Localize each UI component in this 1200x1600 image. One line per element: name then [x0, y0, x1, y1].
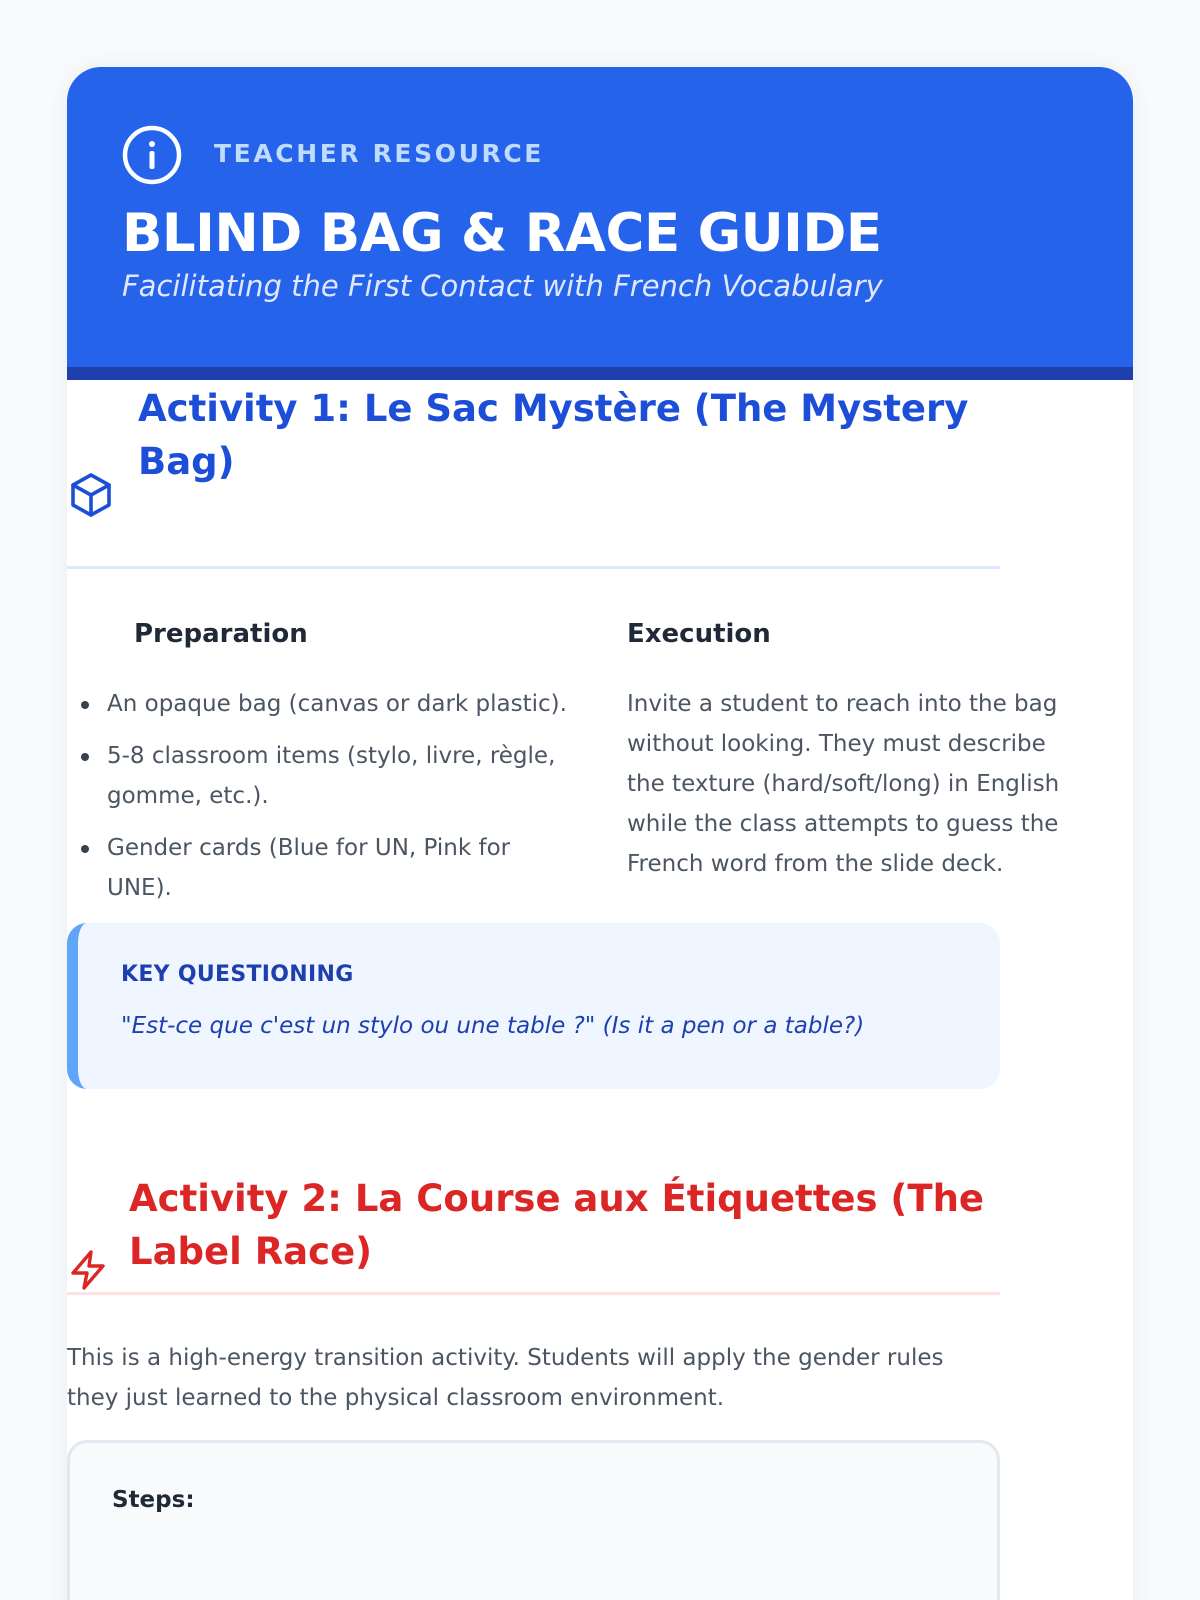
page-subtitle: Facilitating the First Contact with French Vocabulary	[122, 269, 883, 303]
activity2-title: Activity 2: La Course aux Étiquettes (The Label Race)	[129, 1177, 985, 1273]
steps-box	[67, 1440, 1000, 1600]
preparation-item: An opaque bag (canvas or dark plastic).	[107, 684, 567, 724]
callout-text: "Est-ce que c'est un stylo ou une table ?" (Is it a pen or a table?)	[121, 1013, 865, 1039]
lightning-icon	[67, 1249, 109, 1291]
callout-label: KEY QUESTIONING	[121, 962, 354, 987]
execution-text: Invite a student to reach into the bag without looking. They must describe the texture (hard/soft/long) in English while the class attempts to guess the French word from the slide deck.	[627, 691, 1060, 877]
page-title: BLIND BAG & RACE GUIDE	[122, 203, 882, 264]
key-questioning-callout	[67, 923, 1000, 1089]
activity1-title: Activity 1: Le Sac Mystère (The Mystery Bag)	[138, 387, 969, 483]
preparation-heading: Preparation	[134, 619, 308, 649]
preparation-item: Gender cards (Blue for UN, Pink for UNE).	[107, 828, 567, 908]
guide-header	[67, 67, 1133, 380]
cube-icon	[67, 471, 115, 519]
activity2-description: This is a high-energy transition activity. Students will apply the gender rules they just learned to the physical classroom environment.	[67, 1345, 944, 1411]
preparation-item: 5-8 classroom items (stylo, livre, règle, gomme, etc.).	[107, 736, 567, 816]
activity2-divider	[67, 1292, 1000, 1295]
preparation-list	[107, 684, 567, 920]
resource-label: TEACHER RESOURCE	[214, 139, 544, 168]
steps-label: Steps:	[112, 1487, 195, 1513]
info-icon	[122, 125, 182, 185]
activity1-divider	[67, 566, 1000, 569]
execution-heading: Execution	[627, 619, 771, 649]
